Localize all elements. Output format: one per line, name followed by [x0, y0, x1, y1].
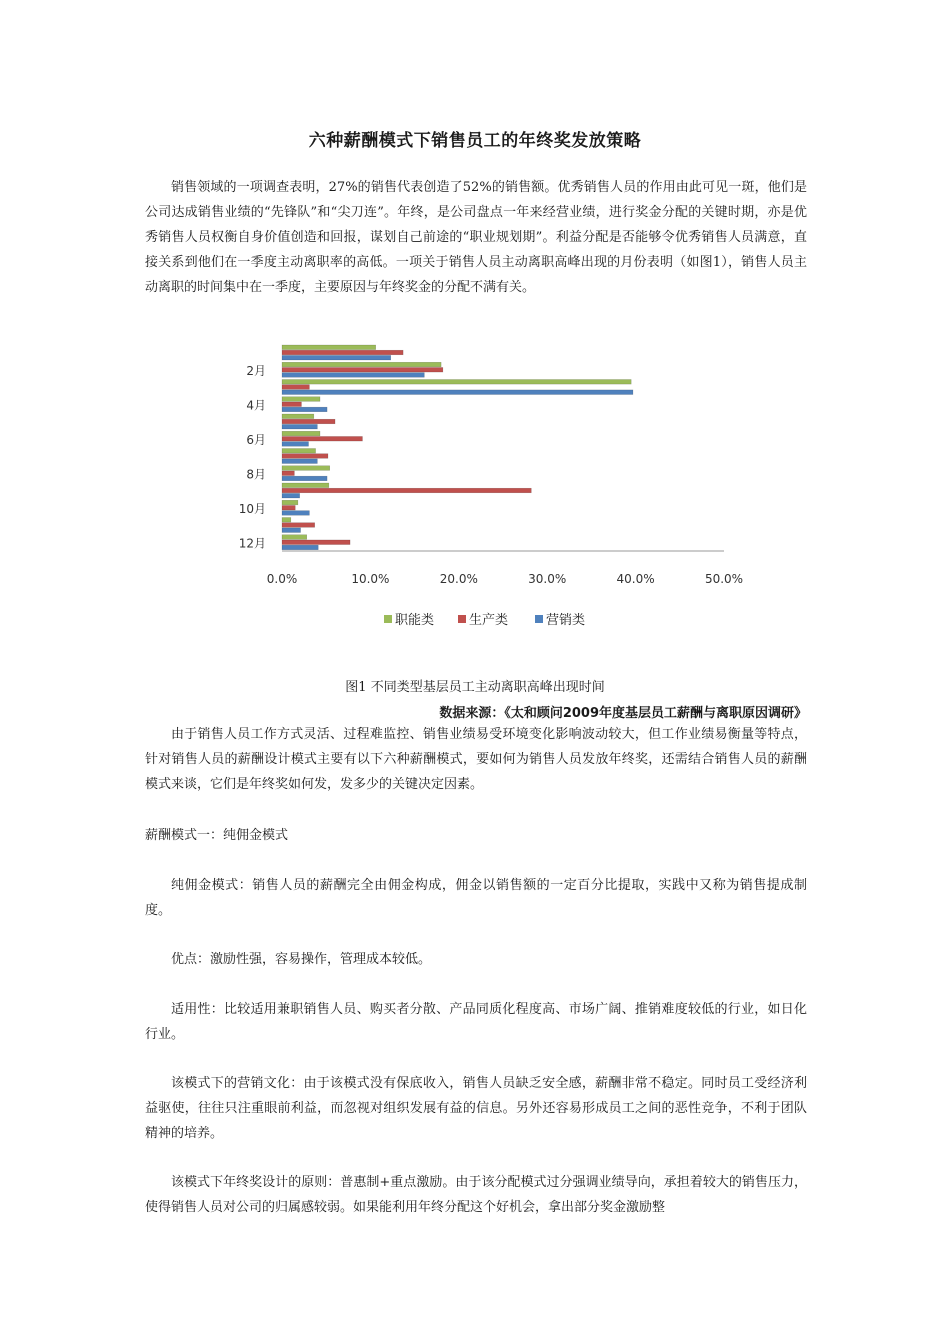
- bar-1-series-1: [282, 345, 376, 350]
- bar-8-series-2: [282, 471, 294, 476]
- legend-label: 生产类: [469, 613, 509, 628]
- y-tick-label: 2月: [246, 363, 266, 378]
- y-tick-label: 12月: [238, 536, 266, 551]
- bar-7-series-1: [282, 449, 316, 454]
- bar-10-series-3: [282, 511, 309, 516]
- bar-8-series-3: [282, 476, 327, 481]
- bar-4-series-2: [282, 402, 301, 407]
- bar-9-series-1: [282, 483, 329, 488]
- bar-1-series-2: [282, 350, 403, 355]
- figure-caption: 图1 不同类型基层员工主动离职高峰出现时间: [345, 680, 605, 695]
- bar-chart: [222, 338, 762, 638]
- x-tick-label: 30.0%: [528, 572, 567, 586]
- bar-3-series-3: [282, 390, 633, 395]
- legend-swatch: [535, 615, 543, 623]
- bar-10-series-1: [282, 500, 298, 505]
- bar-2-series-2: [282, 367, 443, 372]
- bar-2-series-3: [282, 373, 424, 378]
- y-tick-label: 6月: [246, 432, 266, 447]
- bar-7-series-3: [282, 459, 317, 464]
- figure-chart: [222, 338, 762, 638]
- bar-10-series-2: [282, 505, 295, 510]
- chart-legend: [384, 612, 585, 628]
- x-axis-labels: [267, 572, 743, 586]
- y-axis-labels: [239, 364, 266, 551]
- bar-2-series-1: [282, 362, 441, 367]
- bar-3-series-1: [282, 380, 631, 385]
- bar-4-series-1: [282, 397, 320, 402]
- y-tick-label: 4月: [246, 398, 266, 413]
- x-tick-label: 50.0%: [704, 572, 744, 586]
- legend-swatch: [384, 615, 392, 623]
- document-title: 六种薪酬模式下销售员工的年终奖发放策略: [308, 131, 642, 151]
- paragraph-3: 纯佣金模式：销售人员的薪酬完全由佣金构成，佣金以销售额的一定百分比提取，实践中又称为销售提成制度。: [145, 878, 807, 918]
- bar-5-series-1: [282, 414, 314, 419]
- intro-paragraph: 销售领域的一项调查表明，27%的销售代表创造了52%的销售额。优秀销售人员的作用由此可见一斑，他们是公司达成销售业绩的“先锋队”和“尖刀连”。年终，是公司盘点一年来经营业绩，进行奖金分配的关键时期，亦是优秀销售人员权衡自身价值创造和回报，谋划自己前途的“职业规划期”。利益分配是否能够令优秀销售人员满意，直接关系到他们在一季度主动离职率的高低。一项关于销售人员主动离职高峰出现的月份表明（如图1），销售人员主动离职的时间集中在一季度，主要原因与年终奖金的分配不满有关。: [145, 180, 807, 295]
- bar-5-series-2: [282, 419, 335, 424]
- section-heading-1: 薪酬模式一：纯佣金模式: [145, 828, 289, 843]
- bar-11-series-2: [282, 523, 315, 528]
- bar-6-series-1: [282, 431, 320, 436]
- paragraph-4: 优点：激励性强，容易操作，管理成本较低。: [171, 952, 432, 967]
- legend-label: 职能类: [395, 613, 435, 628]
- bar-6-series-3: [282, 442, 309, 447]
- legend-label: 营销类: [546, 613, 586, 628]
- x-tick-label: 20.0%: [439, 572, 478, 586]
- paragraph-5: 适用性：比较适用兼职销售人员、购买者分散、产品同质化程度高、市场广阔、推销难度较低的行业，如日化行业。: [145, 1002, 807, 1042]
- bar-9-series-3: [282, 493, 300, 498]
- bar-6-series-2: [282, 436, 362, 441]
- bar-9-series-2: [282, 488, 531, 493]
- bar-5-series-3: [282, 424, 317, 429]
- bar-8-series-1: [282, 466, 330, 471]
- bar-3-series-2: [282, 385, 309, 390]
- bar-12-series-2: [282, 540, 350, 545]
- bar-11-series-3: [282, 528, 301, 533]
- paragraph-2: 由于销售人员工作方式灵活、过程难监控、销售业绩易受环境变化影响波动较大，但工作业绩易衡量等特点，针对销售人员的薪酬设计模式主要有以下六种薪酬模式，要如何为销售人员发放年终奖，还需结合销售人员的薪酬模式来谈，它们是年终奖如何发，发多少的关键决定因素。: [145, 727, 807, 792]
- y-tick-label: 10月: [238, 501, 266, 516]
- legend-swatch: [458, 615, 466, 623]
- x-tick-label: 40.0%: [616, 572, 655, 586]
- bar-4-series-3: [282, 407, 327, 412]
- paragraph-7: 该模式下年终奖设计的原则：普惠制+重点激励。由于该分配模式过分强调业绩导向，承担着较大的销售压力，使得销售人员对公司的归属感较弱。如果能利用年终分配这个好机会，拿出部分奖金激励整: [145, 1175, 807, 1215]
- y-tick-label: 8月: [246, 467, 266, 482]
- x-tick-label: 0.0%: [266, 572, 298, 586]
- bar-1-series-3: [282, 355, 391, 360]
- bar-7-series-2: [282, 454, 328, 459]
- figure-source: 数据来源：《太和顾问2009年度基层员工薪酬与离职原因调研》: [439, 706, 807, 721]
- bar-12-series-3: [282, 545, 318, 550]
- chart-bars: [282, 345, 633, 550]
- bar-12-series-1: [282, 535, 307, 540]
- x-tick-label: 10.0%: [351, 572, 390, 586]
- paragraph-6: 该模式下的营销文化：由于该模式没有保底收入，销售人员缺乏安全感，薪酬非常不稳定。同时员工受经济利益驱使，往往只注重眼前利益，而忽视对组织发展有益的信息。另外还容易形成员工之间的恶性竞争，不利于团队精神的培养。: [145, 1076, 807, 1141]
- bar-11-series-1: [282, 518, 291, 523]
